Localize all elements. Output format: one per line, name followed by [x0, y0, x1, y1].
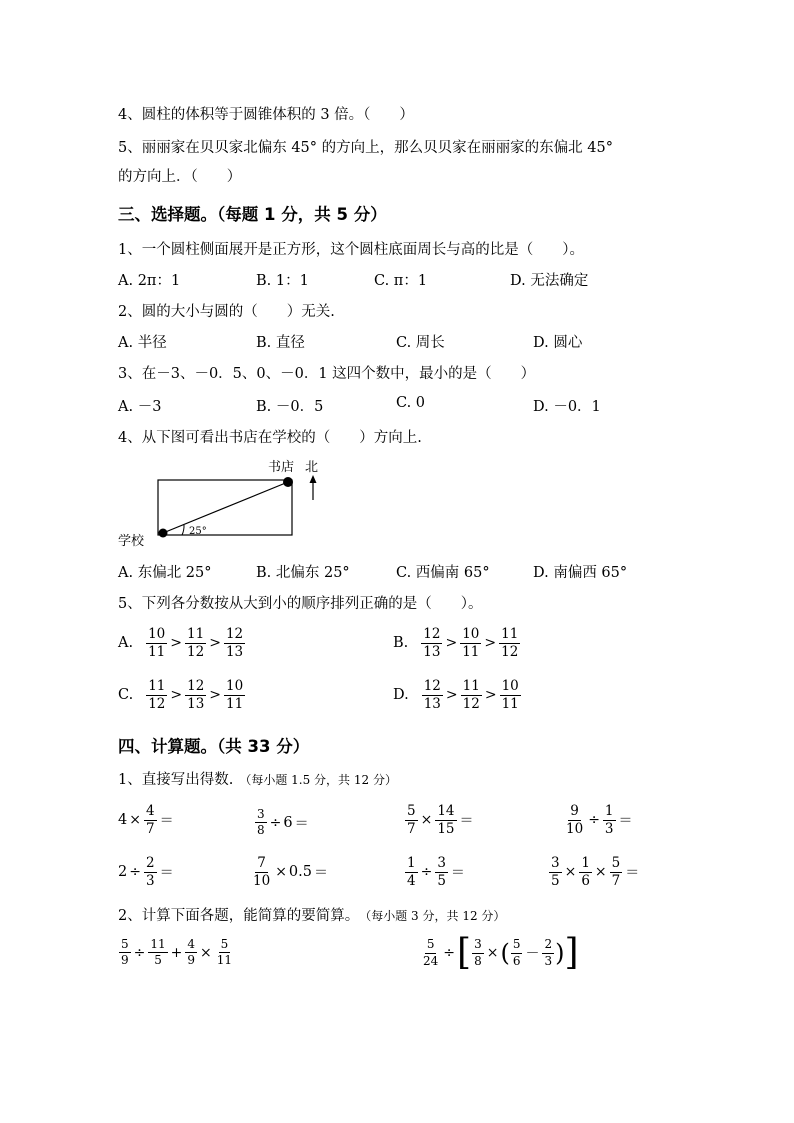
fraction	[610, 856, 623, 889]
tf-question-4: 4、圆柱的体积等于圆锥体积的 3 倍。（ ）	[118, 107, 414, 123]
fraction	[511, 938, 523, 967]
fraction	[224, 679, 245, 712]
fraction	[215, 938, 234, 967]
numerator: 9	[570, 803, 579, 819]
fraction	[255, 808, 267, 837]
section-3-title: 三、选择题。（每题 1 分，共 5 分）	[118, 205, 387, 224]
fraction	[144, 804, 157, 837]
numerator: 5	[407, 803, 416, 819]
gt-sign: >	[170, 687, 183, 704]
mc-q1-option-b: B. 1：1	[256, 273, 309, 289]
calc-q1-text: 1、直接写出得数.	[118, 772, 234, 788]
denominator: 8	[474, 953, 482, 968]
numerator: 11	[148, 678, 166, 694]
fraction	[148, 938, 167, 967]
fraction	[421, 627, 442, 660]
numerator: 12	[225, 626, 244, 642]
denominator: 3	[604, 820, 614, 837]
numerator: 5	[511, 938, 523, 953]
whole-number: 2	[118, 864, 128, 881]
denominator: 3	[145, 872, 155, 889]
mc-q2-option-a: A. 半径	[118, 335, 167, 351]
equals-sign: ＝	[313, 865, 328, 882]
fraction	[461, 679, 482, 712]
denominator: 11	[226, 695, 244, 712]
denominator: 6	[512, 953, 521, 968]
fraction	[144, 856, 157, 889]
mc-q2-option-d: D. 圆心	[533, 335, 583, 351]
whole-number: 4	[118, 812, 128, 829]
divide-sign: ÷	[129, 864, 141, 881]
number: 0.5	[288, 864, 312, 881]
gt-sign: >	[484, 687, 497, 704]
denominator: 11	[462, 643, 480, 660]
mc-q5-option-a	[118, 627, 246, 660]
numerator: 5	[611, 855, 621, 871]
denominator: 13	[423, 643, 441, 660]
mc-q4-option-d: D. 南偏西 65°	[533, 565, 628, 581]
right-paren: )	[555, 939, 565, 967]
numerator: 10	[226, 678, 244, 694]
divide-sign: ÷	[269, 814, 282, 831]
calc-question-2	[118, 904, 505, 925]
mental-math-5	[118, 856, 176, 889]
fraction	[435, 856, 448, 889]
numerator: 12	[423, 626, 441, 642]
divide-sign: ÷	[443, 945, 456, 961]
equals-sign: ＝	[294, 815, 309, 832]
fraction	[422, 679, 443, 712]
denominator: 13	[423, 695, 441, 712]
numerator: 4	[145, 803, 155, 819]
equals-sign: ＝	[625, 865, 640, 882]
mc-question-5: 5、下列各分数按从大到小的顺序排列正确的是（ ）。	[118, 596, 483, 612]
numerator: 3	[472, 938, 484, 953]
label-school: 学校	[118, 534, 145, 549]
direction-diagram	[118, 455, 328, 550]
fraction	[564, 804, 585, 837]
numerator: 2	[542, 938, 554, 953]
mental-math-4	[563, 804, 635, 837]
mc-q4-option-c: C. 西偏南 65°	[396, 565, 490, 581]
denominator: 12	[187, 643, 205, 660]
option-letter: B.	[393, 635, 409, 652]
mc-question-1: 1、一个圆柱侧面展开是正方形，这个圆柱底面周长与高的比是（ ）。	[118, 242, 584, 258]
number: 6	[283, 814, 293, 831]
mc-q4-option-a: A. 东偏北 25°	[118, 565, 212, 581]
divide-sign: ÷	[133, 944, 146, 961]
mc-q5-option-b	[393, 627, 521, 660]
denominator: 11	[501, 695, 519, 712]
mc-q1-option-d: D. 无法确定	[510, 273, 589, 289]
mental-math-3	[404, 804, 476, 837]
mc-q2-option-b: B. 直径	[256, 335, 305, 351]
fraction	[472, 938, 484, 967]
times-sign: ×	[486, 945, 499, 961]
plus-sign: +	[170, 944, 183, 961]
fraction	[251, 856, 272, 889]
fraction	[500, 679, 521, 712]
denominator: 3	[544, 953, 553, 968]
denominator: 7	[145, 820, 155, 837]
mc-question-3: 3、在－3、－0．5、0、－0．1 这四个数中，最小的是（ ）	[118, 366, 536, 382]
mc-question-2: 2、圆的大小与圆的（ ）无关.	[118, 304, 335, 320]
denominator: 8	[257, 823, 265, 838]
numerator: 14	[437, 803, 455, 819]
fraction	[499, 627, 520, 660]
denominator: 12	[148, 695, 166, 712]
numerator: 12	[423, 678, 441, 694]
option-letter: A.	[118, 635, 134, 652]
numerator: 10	[148, 626, 166, 642]
computation-2	[420, 932, 579, 973]
denominator: 5	[154, 953, 162, 968]
denominator: 13	[225, 643, 244, 660]
fraction	[185, 938, 197, 967]
denominator: 11	[216, 953, 233, 968]
mental-math-1	[118, 804, 176, 837]
tf-question-5-line2: 的方向上．（ ）	[118, 169, 242, 185]
times-sign: ×	[564, 864, 577, 881]
denominator: 12	[462, 695, 480, 712]
fraction	[579, 856, 592, 889]
fraction	[146, 679, 167, 712]
denominator: 12	[501, 643, 519, 660]
label-bookstore: 书店	[268, 460, 295, 475]
denominator: 5	[437, 872, 446, 889]
denominator: 10	[566, 820, 584, 837]
fraction	[405, 804, 418, 837]
mc-q5-option-d	[393, 679, 522, 712]
mc-q2-option-c: C. 周长	[396, 335, 445, 351]
calc-q2-note: （每小题 3 分，共 12 分）	[365, 909, 506, 923]
fraction	[185, 627, 206, 660]
numerator: 5	[219, 938, 231, 953]
numerator: 11	[187, 626, 205, 642]
numerator: 11	[462, 678, 480, 694]
mental-math-2	[254, 808, 311, 837]
times-sign: ×	[594, 864, 607, 881]
mc-q1-option-c: C. π：1	[374, 273, 428, 289]
fraction	[435, 804, 456, 837]
calc-q2-text: 2、计算下面各题，能简算的要简算。	[118, 908, 360, 924]
fraction	[405, 856, 418, 889]
times-sign: ×	[275, 864, 287, 881]
bookstore-point	[283, 477, 293, 487]
denominator: 7	[611, 872, 621, 889]
equals-sign: ＝	[618, 813, 633, 830]
angle-arc	[182, 525, 184, 535]
tf-question-5-line1: 5、丽丽家在贝贝家北偏东 45° 的方向上，那么贝贝家在丽丽家的东偏北 45°	[118, 140, 613, 156]
gt-sign: >	[445, 687, 458, 704]
mental-math-8	[548, 856, 641, 889]
equals-sign: ＝	[459, 813, 474, 830]
label-north: 北	[305, 460, 319, 475]
diagram-diagonal	[163, 482, 288, 533]
numerator: 3	[551, 855, 560, 871]
mental-math-7	[404, 856, 467, 889]
denominator: 11	[148, 643, 166, 660]
numerator: 5	[119, 938, 131, 953]
numerator: 1	[581, 855, 590, 871]
fraction	[460, 627, 481, 660]
numerator: 3	[255, 808, 267, 823]
gt-sign: >	[484, 635, 497, 652]
calc-question-1	[118, 768, 397, 789]
option-letter: D.	[393, 687, 409, 704]
denominator: 9	[121, 953, 129, 968]
numerator: 11	[148, 938, 167, 953]
denominator: 24	[423, 953, 439, 968]
mc-q3-option-c: C. 0	[396, 395, 426, 411]
gt-sign: >	[445, 635, 458, 652]
numerator: 11	[501, 626, 519, 642]
mental-math-6	[250, 856, 330, 889]
times-sign: ×	[420, 812, 433, 829]
denominator: 15	[437, 820, 455, 837]
fraction	[549, 856, 562, 889]
school-point	[159, 529, 168, 538]
numerator: 3	[437, 855, 446, 871]
fraction	[185, 679, 206, 712]
equals-sign: ＝	[159, 813, 174, 830]
denominator: 6	[581, 872, 590, 889]
divide-sign: ÷	[588, 812, 600, 829]
numerator: 12	[187, 678, 205, 694]
mc-q3-option-d: D. －0．1	[533, 399, 601, 415]
computation-1	[118, 938, 235, 967]
fraction	[542, 938, 554, 967]
mc-q4-option-b: B. 北偏东 25°	[256, 565, 350, 581]
numerator: 10	[462, 626, 480, 642]
equals-sign: ＝	[159, 865, 174, 882]
times-sign: ×	[129, 812, 141, 829]
north-arrow-icon	[310, 475, 317, 483]
numerator: 10	[501, 678, 519, 694]
gt-sign: >	[170, 635, 183, 652]
fraction	[421, 938, 440, 967]
fraction	[146, 627, 167, 660]
mc-q3-option-b: B. －0．5	[256, 399, 324, 415]
gt-sign: >	[209, 687, 222, 704]
numerator: 5	[425, 938, 437, 953]
denominator: 13	[187, 695, 205, 712]
equals-sign: ＝	[450, 865, 465, 882]
numerator: 7	[257, 855, 266, 871]
gt-sign: >	[209, 635, 221, 652]
mc-q1-option-a: A. 2π：1	[118, 273, 181, 289]
divide-sign: ÷	[420, 864, 433, 881]
minus-sign: －	[525, 946, 540, 962]
right-bracket: ]	[564, 932, 579, 973]
denominator: 10	[253, 872, 271, 889]
fraction	[224, 627, 245, 660]
numerator: 4	[185, 938, 197, 953]
times-sign: ×	[200, 944, 212, 961]
denominator: 9	[187, 953, 196, 968]
label-angle: 25°	[189, 526, 207, 537]
left-bracket: [	[457, 932, 472, 973]
denominator: 5	[551, 872, 560, 889]
fraction	[603, 804, 616, 837]
numerator: 2	[145, 855, 155, 871]
fraction	[119, 938, 131, 967]
option-letter: C.	[118, 687, 134, 704]
mc-q5-option-c	[118, 679, 246, 712]
calc-q1-note: （每小题 1.5 分，共 12 分）	[239, 773, 397, 787]
denominator: 4	[407, 872, 416, 889]
section-4-title: 四、计算题。（共 33 分）	[118, 737, 310, 756]
numerator: 1	[604, 803, 614, 819]
mc-q3-option-a: A. －3	[118, 399, 162, 415]
denominator: 7	[407, 820, 416, 837]
numerator: 1	[407, 855, 416, 871]
mc-question-4: 4、从下图可看出书店在学校的（ ）方向上.	[118, 430, 422, 446]
left-paren: (	[500, 939, 510, 967]
